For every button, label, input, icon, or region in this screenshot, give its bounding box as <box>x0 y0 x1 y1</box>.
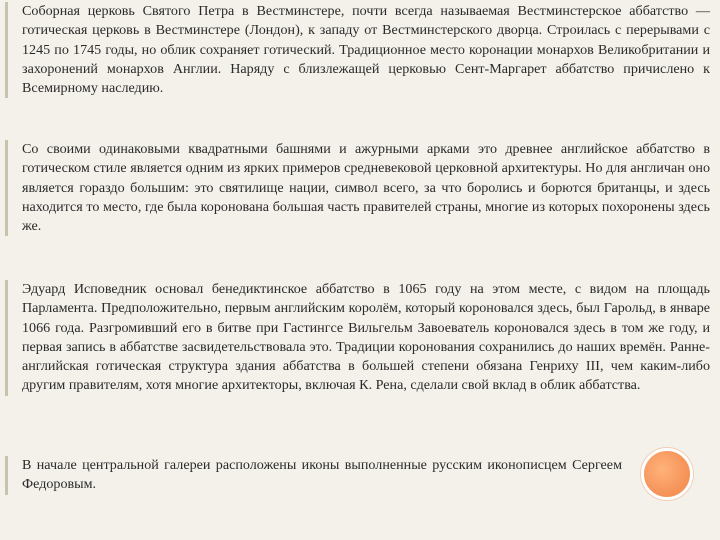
paragraph-3: Эдуард Исповедник основал бенедиктинское аббатство в 1065 году на этом месте, с видом на площадь Парламента. Предположительно, первым английским королём, который короновался здесь, был Гарольд, в январе 1066 года. Разгромивший его в битве при Гастингсе Вильгельм Завоеватель короновался здесь в том же году, и первая запись в аббатстве засвидетельствовала это. Традиции коронования сохранились до наших времён. Ранне-английская готическая структура здания аббатства в большей степени обязана Генриху III, чем каким-либо другим правителям, хотя многие архитекторы, включая К. Рена, сделали свой вклад в облик аббатства. <box>5 280 710 396</box>
decorative-circle-icon <box>641 448 693 500</box>
bottom-edge <box>0 530 720 540</box>
paragraph-2: Со своими одинаковыми квадратными башнями и ажурными арками это древнее английское аббатство в готическом стиле является одним из ярких примеров средневековой церковной архитектуры. Но для англичан оно является гораздо большим: это святилище нации, символ всего, за что боролись и борются британцы, и здесь находится то место, где была коронована большая часть правителей страны, многие из которых похоронены здесь же. <box>5 140 710 236</box>
paragraph-1: Соборная церковь Святого Петра в Вестминстере, почти всегда называемая Вестминстерское аббатство — готическая церковь в Вестминстере (Лондон), к западу от Вестминстерского дворца. Строилась с перерывами с 1245 по 1745 годы, но облик сохраняет готический. Традиционное место коронации монархов Великобритании и захоронений монархов Англии. Наряду с близлежащей церковью Сент-Маргарет аббатство причислено к Всемирному наследию. <box>5 2 710 98</box>
paragraph-4: В начале центральной галереи расположены иконы выполненные русским иконописцем Сергеем Федоровым. <box>5 456 622 495</box>
